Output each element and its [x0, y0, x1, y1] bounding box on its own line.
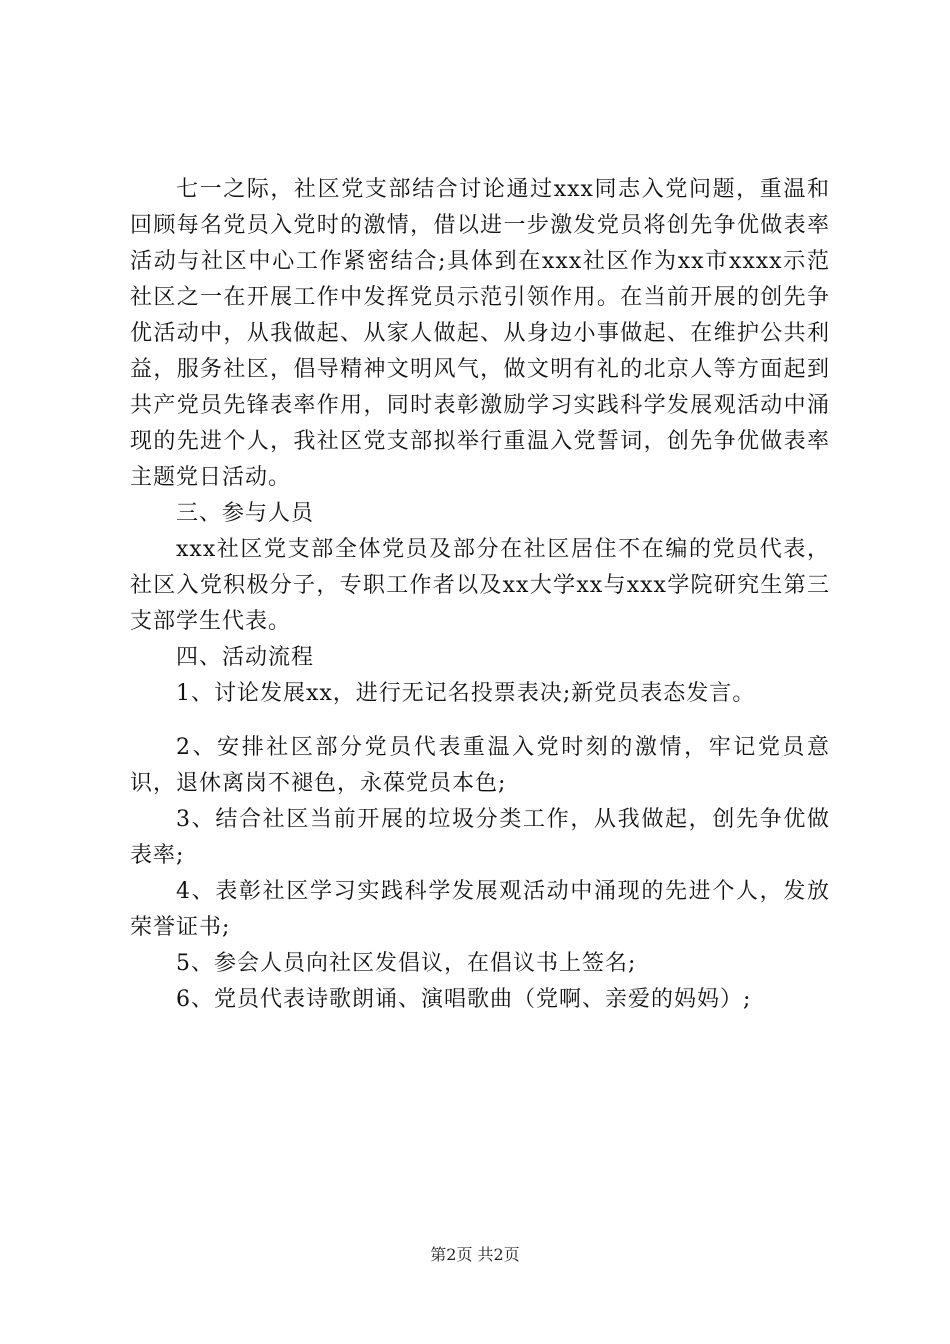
- heading-participants: 三、参与人员: [176, 501, 315, 526]
- page-number-footer: 第2页 共2页: [430, 1245, 520, 1264]
- heading-process: 四、活动流程: [176, 645, 315, 670]
- document-body: [130, 172, 830, 1018]
- paragraph-intro: 七一之际，社区党支部结合讨论通过xxx同志入党问题，重温和回顾每名党员入党时的激情，借以进一步激发党员将创先争优做表率活动与社区中心工作紧密结合;具体到在xxx社区作为xx市xxxx示范社区之一在开展工作中发挥党员示范引领作用。在当前开展的创先争优活动中，从我做起、从家人做起、从身边小事做起、在维护公共利益，服务社区，倡导精神文明风气，做文明有礼的北京人等方面起到共产党员先锋表率作用，同时表彰激励学习实践科学发展观活动中涌现的先进个人，我社区党支部拟举行重温入党誓词，创先争优做表率主题党日活动。: [130, 177, 830, 490]
- process-item-3: 3、结合社区当前开展的垃圾分类工作，从我做起，创先争优做表率;: [130, 807, 830, 868]
- process-item-6: 6、党员代表诗歌朗诵、演唱歌曲（党啊、亲爱的妈妈）;: [176, 987, 752, 1012]
- process-item-2: 2、安排社区部分党员代表重温入党时刻的激情，牢记党员意识，退休离岗不褪色，永葆党员本色;: [130, 735, 830, 796]
- paragraph-participants: xxx社区党支部全体党员及部分在社区居住不在编的党员代表，社区入党积极分子，专职工作者以及xx大学xx与xxx学院研究生第三支部学生代表。: [130, 537, 830, 634]
- process-item-1: 1、讨论发展xx，进行无记名投票表决;新党员表态发言。: [176, 681, 756, 706]
- process-item-5: 5、参会人员向社区发倡议，在倡议书上签名;: [176, 951, 637, 976]
- process-item-4: 4、表彰社区学习实践科学发展观活动中涌现的先进个人，发放荣誉证书;: [130, 879, 830, 940]
